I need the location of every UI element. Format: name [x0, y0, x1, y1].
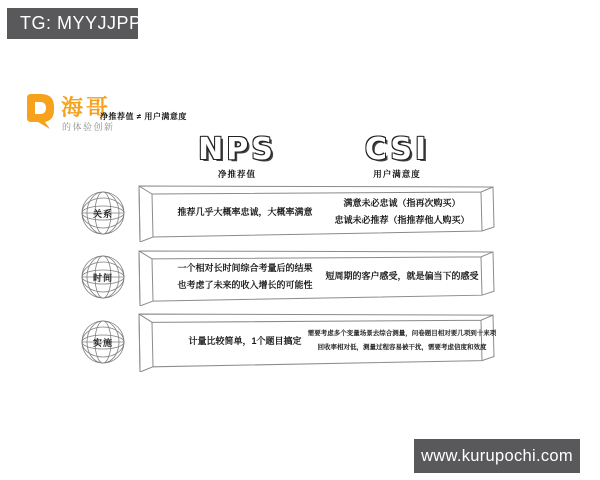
- tg-badge-text: TG: MYYJJPP: [20, 13, 142, 33]
- brand-tagline: 的体验创新: [62, 122, 115, 132]
- nps-label: 净推荐值: [217, 169, 256, 179]
- page-title: 净推荐值 ≠ 用户满意度: [100, 112, 187, 121]
- cell-line: 计量比较简单，1个题目搞定: [188, 335, 302, 346]
- dimension-label: 实施: [92, 337, 113, 348]
- csi-abbr: CSI: [364, 132, 430, 167]
- footer-url: www.kurupochi.com: [421, 446, 573, 465]
- comparison-band-relationship: [135, 184, 499, 242]
- tg-badge: [7, 8, 142, 39]
- brand-name: 海哥: [61, 95, 112, 120]
- csi-cell: [317, 188, 487, 236]
- cell-line: 需要考虑多个变量场景去综合测量，问卷题目相对要几项到十来项: [307, 330, 497, 338]
- comparison-band-time: [135, 249, 499, 306]
- dimension-label: 时间: [92, 272, 113, 283]
- cell-line: 一个相对长时间综合考量后的结果: [177, 262, 313, 273]
- nps-cell: [165, 253, 325, 300]
- csi-label: 用户满意度: [373, 169, 421, 179]
- footer-badge: [414, 439, 580, 473]
- dimension-relationship: [80, 190, 126, 236]
- nps-cell: [165, 316, 325, 366]
- comparison-band-implementation: [135, 312, 499, 372]
- dimension-label: 关系: [92, 208, 113, 219]
- dimension-time: [80, 254, 126, 300]
- cell-line: 也考虑了未来的收入增长的可能性: [177, 279, 313, 290]
- cell-line: 忠诚未必推荐（指推荐他人购买）: [334, 215, 470, 225]
- dimension-implementation: [80, 319, 126, 365]
- csi-cell: [307, 316, 497, 366]
- column-header-csi: [347, 132, 447, 180]
- csi-cell: [317, 253, 487, 300]
- nps-cell: [165, 188, 325, 236]
- cell-line: 回收率相对低，测量过程容易被干扰，需要考虑信度和效度: [317, 344, 487, 351]
- column-header-nps: [187, 132, 287, 180]
- cell-line: 推荐几乎大概率忠诚，大概率满意: [177, 206, 313, 217]
- cell-line: 满意未必忠诚（指再次购买）: [343, 198, 461, 209]
- speech-bubble-d-icon: [25, 93, 56, 129]
- nps-abbr: NPS: [198, 132, 276, 167]
- cell-line: 短周期的客户感受，就是偏当下的感受: [325, 271, 479, 282]
